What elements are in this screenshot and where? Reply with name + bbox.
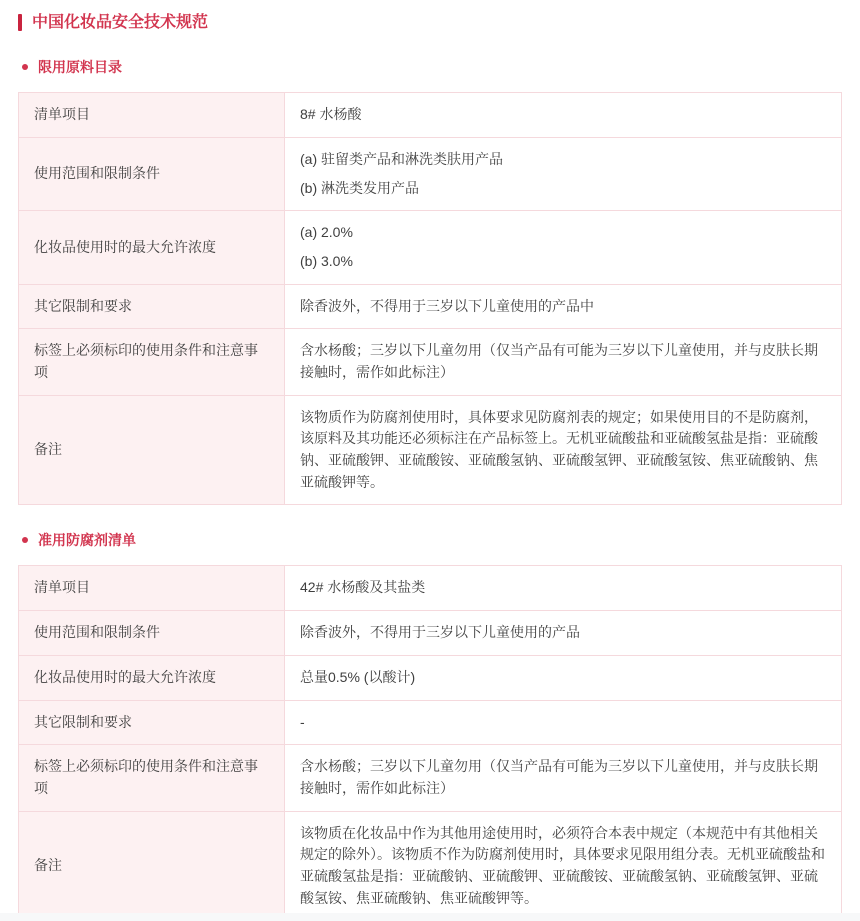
document-title-block	[18, 0, 842, 32]
row-label: 标签上必须标印的使用条件和注意事项	[19, 329, 285, 395]
row-label: 使用范围和限制条件	[19, 611, 285, 656]
table-row	[19, 611, 842, 656]
row-value-line: 除香波外，不得用于三岁以下儿童使用的产品	[300, 624, 580, 641]
row-value-line: 除香波外，不得用于三岁以下儿童使用的产品中	[300, 297, 594, 314]
row-value-line: 42# 水杨酸及其盐类	[300, 579, 426, 596]
row-value	[285, 566, 842, 611]
row-value	[285, 655, 842, 700]
row-label: 备注	[19, 395, 285, 505]
table-row	[19, 395, 842, 505]
page-title: 中国化妆品安全技术规范	[32, 14, 209, 31]
table-row	[19, 811, 842, 921]
table-row	[19, 93, 842, 138]
info-table	[18, 92, 842, 505]
row-value-line: 8# 水杨酸	[300, 106, 362, 123]
row-value	[285, 93, 842, 138]
row-value-line: (b) 淋洗类发用产品	[300, 179, 419, 196]
table-row	[19, 745, 842, 811]
row-value-line: 总量0.5% (以酸计)	[300, 668, 416, 685]
table-row	[19, 700, 842, 745]
row-value	[285, 137, 842, 210]
row-label: 化妆品使用时的最大允许浓度	[19, 211, 285, 284]
title-accent-bar-icon	[18, 14, 22, 31]
row-value-line: (b) 3.0%	[300, 252, 353, 269]
row-value-line: 该物质作为防腐剂使用时，具体要求见防腐剂表的规定；如果使用目的不是防腐剂，该原料及其功能还必须标注在产品标签上。无机亚硫酸盐和亚硫酸氢盐是指：亚硫酸钠、亚硫酸钾、亚硫酸铵、亚硫酸氢钠、亚硫酸氢钾、亚硫酸氢铵、焦亚硫酸钠、焦亚硫酸钾等。	[300, 408, 818, 490]
table-row	[19, 655, 842, 700]
row-value	[285, 284, 842, 329]
bullet-dot-icon	[22, 64, 28, 70]
row-value-line: -	[300, 713, 305, 730]
row-label: 清单项目	[19, 566, 285, 611]
row-value-line: 含水杨酸；三岁以下儿童勿用（仅当产品有可能为三岁以下儿童使用，并与皮肤长期接触时，需作如此标注）	[300, 342, 818, 380]
table-row	[19, 284, 842, 329]
row-value	[285, 700, 842, 745]
info-table	[18, 565, 842, 921]
row-value	[285, 811, 842, 921]
row-value	[285, 745, 842, 811]
row-value-line: (a) 驻留类产品和淋洗类肤用产品	[300, 150, 503, 167]
row-value-line: 含水杨酸；三岁以下儿童勿用（仅当产品有可能为三岁以下儿童使用，并与皮肤长期接触时，需作如此标注）	[300, 758, 818, 796]
table-row	[19, 211, 842, 284]
row-label: 其它限制和要求	[19, 700, 285, 745]
row-value	[285, 329, 842, 395]
section-heading-label: 限用原料目录	[38, 59, 122, 76]
row-value	[285, 611, 842, 656]
row-label: 化妆品使用时的最大允许浓度	[19, 655, 285, 700]
row-label: 使用范围和限制条件	[19, 137, 285, 210]
row-label: 标签上必须标印的使用条件和注意事项	[19, 745, 285, 811]
row-label: 其它限制和要求	[19, 284, 285, 329]
regulation-section	[18, 530, 842, 921]
row-label: 备注	[19, 811, 285, 921]
table-row	[19, 137, 842, 210]
section-heading-label: 准用防腐剂清单	[38, 532, 136, 549]
row-value	[285, 395, 842, 505]
page-bottom-strip	[0, 913, 860, 921]
regulation-section	[18, 57, 842, 505]
row-label: 清单项目	[19, 93, 285, 138]
row-value	[285, 211, 842, 284]
table-row	[19, 329, 842, 395]
sections-container	[18, 57, 842, 921]
row-value-line: 该物质在化妆品中作为其他用途使用时，必须符合本表中规定（本规范中有其他相关规定的除外）。该物质不作为防腐剂使用时，具体要求见限用组分表。无机亚硫酸盐和亚硫酸氢盐是指：亚硫酸钠、亚硫酸钾、亚硫酸铵、亚硫酸氢钠、亚硫酸氢钾、亚硫酸氢铵、焦亚硫酸钠、焦亚硫酸钾等。	[300, 824, 825, 906]
bullet-dot-icon	[22, 537, 28, 543]
row-value-line: (a) 2.0%	[300, 224, 353, 241]
table-row	[19, 566, 842, 611]
